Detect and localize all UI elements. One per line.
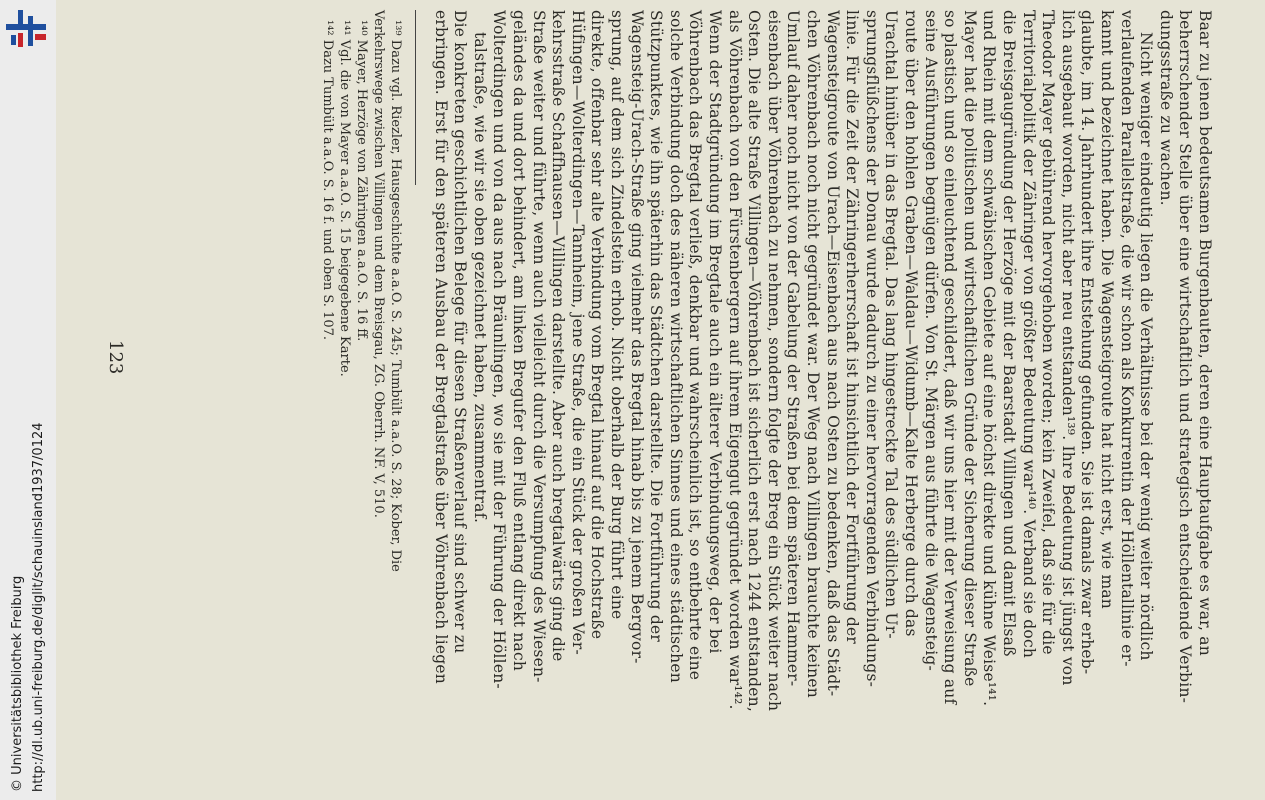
text-line: eisenbach über Vöhrenbach zu nehmen, sondern folgte der Breg ein Stück weiter nach [764,10,783,712]
text-line: Urachtal hinüber in das Bregtal. Das lang hingestreckte Tal des südlichen Ur- [882,10,901,639]
footnote: ¹⁴¹ Vgl. die von Mayer a.a.O. S. 15 beigegebene Karte. [337,20,352,377]
text-line: Mayer hat die politischen und wirtschaftlichen Gründe der Sicherung dieser Straße [960,10,979,687]
document-url[interactable]: http://dl.ub.uni-freiburg.de/diglit/schauinsland1937/0124 [31,422,46,792]
text-line: Hüfingen—Wolterdingen—Tannheim, jene Straße, die ein Stück der großen Ver- [568,10,587,655]
footnote-separator [415,10,416,185]
text-line: Stützpunktes, wie ihn späterhin das Städtchen darstellte. Die Fortführung der [647,10,666,642]
text-line: und Rhein mit dem schwäbischen Gebiete auf eine höchst direkte und kühne Weise¹⁴¹. [980,10,999,707]
library-logo [4,8,48,50]
text-line: so plastisch und so einleuchtend geschildert, daß wir uns hier mit der Verweisung auf [941,10,960,705]
text-line: Nicht weniger eindeutig liegen die Verhältnisse bei der wenig weiter nördlich [1137,32,1156,661]
text-line: Wolterdingen und von da aus nach Bräunlingen, wo sie mit der Führung der Höllen- [490,10,509,689]
text-line: chen Vöhrenbach noch nicht gegründet war. Der Weg nach Villingen brauchte keinen [804,10,822,698]
text-line: Baar zu jenen bedeutsamen Burgenbauten, deren eine Hauptaufgabe es war, an [1196,10,1214,656]
viewer-sidebar [0,0,56,800]
text-line: talstraße, wie wir sie oben gezeichnet haben, zusammentraf. [470,32,489,524]
text-line: Osten. Die alte Straße Villingen—Vöhrenbach ist sicherlich erst nach 1244 entstanden, [745,10,764,712]
text-line: direkte, offenbar sehr alte Verbindung vom Bregtal hinauf auf die Hochstraße [588,10,607,640]
text-line: Wenn der Stadtgründung im Bregtale auch ein älterer Verbindungsweg, der bei [706,10,724,654]
footnote: ¹⁴⁰ Mayer, Herzöge von Zähringen a.a.O. S. 16 ff. [354,20,369,342]
scanned-page [56,0,1265,800]
page-number: 123 [105,340,126,375]
page-content [106,10,1216,790]
text-line: linie. Für die Zeit der Zähringerherrschaft ist hinsichtlich der Fortführung der [843,10,862,645]
text-line: Straße weiter und führte, wenn auch vielleicht durch die Versumpfung des Wiesen- [529,10,548,683]
text-line: beherrschender Stelle über eine wirtschaftlich und strategisch entscheidende Verbin- [1176,10,1195,704]
text-line: Umlauf daher noch nicht von der Gabelung der Straßen bei dem späteren Hammer- [784,10,803,687]
footnote: ¹³⁹ Dazu vgl. Riezler, Hausgeschichte a.a.O. S. 245; Tumbült a.a.O. S. 28; Kober, Die [388,20,403,572]
text-line: Vöhrenbach das Bregtal verließ, denkbar und wahrscheinlich ist, so entbehrte eine [686,10,705,681]
text-line: sprungsflüßchens der Donau wurde dadurch zu einer hervorragenden Verbindungs- [862,10,881,688]
text-line: seine Ausführungen begnügen dürfen. Von St. Märgen aus führte die Wagensteig- [921,10,940,671]
text-line: dungsstraße zu wachen. [1156,10,1175,206]
text-line: kannt und bezeichnet haben. Die Wagensteigroute hat nicht erst, wie man [1098,10,1116,609]
text-line: solche Verbindung doch des näheren wirtschaftlichen Sinnes und eines städtischen [666,10,685,683]
text-line: Die konkreten geschichtlichen Belege für diesen Straßenverlauf sind schwer zu [451,10,470,654]
text-line: kehrsstraße Schaffhausen—Villingen darstellte. Aber auch bregtalwärts ging die [549,10,568,662]
text-line: lich ausgebaut worden, nicht aber neu entstanden¹³⁹. Ihre Bedeutung ist jüngst von [1058,10,1077,686]
text-line: Wagensteigroute von Urach—Eisenbach aus nach Osten zu bedenken, daß das Städt- [823,10,842,697]
text-line: sprung, auf dem sich Zindelstein erhob. Nicht oberhalb der Burg führt eine [608,10,626,620]
text-line: erbringen. Erst für den späteren Ausbau der Bregtalstraße über Vöhrenbach liegen [431,10,450,684]
text-line: geländes da und dort behindert, am linken Bregufer den Fluß entlang direkt nach [510,10,528,672]
text-line: glaubte, im 14. Jahrhundert ihre Entstehung gefunden. Sie ist damals zwar erheb- [1078,10,1097,675]
text-line: Territorialpolitik der Zähringer von größter Bedeutung war¹⁴⁰. Verband sie doch [1019,10,1038,659]
text-line: die Breisgaugründung der Herzöge mit der Baarstadt Villingen und damit Elsaß [1000,10,1018,657]
text-line: Wagensteig-Urach-Straße ging vielmehr das Bregtal hinab bis zu jenem Bergvor- [627,10,646,664]
text-line: route über den hohlen Graben—Waldau—Widumb—Kalte Herberge durch das [902,10,920,637]
copyright-notice: © Universitätsbibliothek Freiburg [10,575,25,792]
text-line: verlaufenden Parallelstraße, die wir schon als Konkurrentin der Höllentallinie er- [1117,10,1136,667]
text-line: als Vöhrenbach von den Fürstenbergern auf ihrem Eigengut gegründet worden war¹⁴². [725,10,744,710]
text-line: Theodor Mayer gebührend hervorgehoben worden; kein Zweifel, daß sie für die [1039,10,1058,655]
footnote: Verkehrswege zwischen Villingen und dem Breisgau, ZG. Oberrh. NF. V, 510. [371,10,386,518]
footnote: ¹⁴² Dazu Tumbült a.a.O. S. 16 f. und oben S. 107. [320,20,335,340]
